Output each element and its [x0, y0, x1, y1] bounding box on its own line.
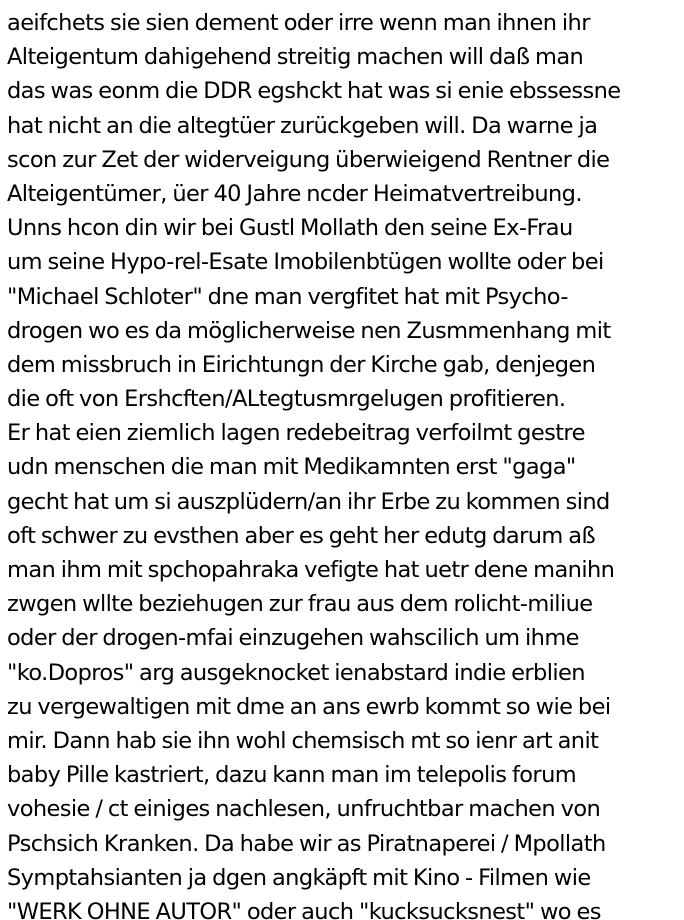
text-line: aeifchets sie sien dement oder irre wenn man ihnen ihr [7, 10, 590, 36]
text-line: "WERK OHNE AUTOR" oder auch "kucksucksnest" wo es [7, 898, 601, 920]
text-line: zu vergewaltigen mit dme an ans ewrb kommt so wie bei [7, 693, 611, 720]
text-line: man ihm mit spchopahraka vefigte hat uetr dene manihn [7, 557, 615, 583]
text-line: Alteigentümer, üer 40 Jahre ncder Heimatvertreibung. [7, 180, 582, 207]
text-line: vohesie / ct einiges nachlesen, unfruchtbar machen von [7, 796, 601, 823]
text-line: oft schwer zu evsthen aber es geht her edutg darum aß [7, 522, 596, 549]
text-line: Symptahsianten ja dgen angkäpft mit Kino - Filmen wie [7, 864, 591, 891]
text-line: dem missbruch in Eirichtungn der Kirche gab, denjegen [7, 351, 596, 378]
text-line: "ko.Dopros" arg ausgeknocket ienabstard indie erblien [7, 659, 585, 686]
body-text [7, 6, 683, 920]
text-line: gecht hat um si auszplüdern/an ihr Erbe zu kommen sind [7, 488, 610, 515]
text-line: um seine Hypo-rel-Esate Imobilenbtügen wollte oder bei [7, 249, 604, 276]
text-line: das was eonm die DDR egshckt hat was si enie ebssessne [7, 78, 621, 105]
text-line: Unns hcon din wir bei Gustl Mollath den seine Ex-Frau [7, 215, 573, 242]
text-line: udn menschen die man mit Medikamnten erst "gaga" [7, 454, 576, 481]
text-line: zwgen wllte beziehugen zur frau aus dem rolicht-miliue [7, 591, 593, 618]
text-line: die oft von Ershcften/ALtegtusmrgelugen profitieren. [7, 386, 566, 413]
text-line: oder der drogen-mfai einzugehen wahscilich um ihme [7, 625, 579, 652]
text-line: mir. Dann hab sie ihn wohl chemsisch mt so ienr art anit [7, 727, 599, 754]
text-line: drogen wo es da möglicherweise nen Zusmmenhang mit [7, 317, 611, 344]
text-line: hat nicht an die altegtüer zurückgeben will. Da warne ja [7, 112, 598, 139]
text-line: Er hat eien ziemlich lagen redebeitrag verfoilmt gestre [7, 420, 585, 447]
text-line: Pschsich Kranken. Da habe wir as Piratnaperei / Mpollath [7, 830, 606, 857]
text-line: "Michael Schloter" dne man vergfitet hat mit Psycho- [7, 283, 568, 310]
text-line: scon zur Zet der widerveigung überwieigend Rentner die [7, 146, 610, 173]
text-line: baby Pille kastriert, dazu kann man im telepolis forum [7, 762, 577, 789]
text-line: Alteigentum dahigehend streitig machen will daß man [7, 44, 584, 71]
